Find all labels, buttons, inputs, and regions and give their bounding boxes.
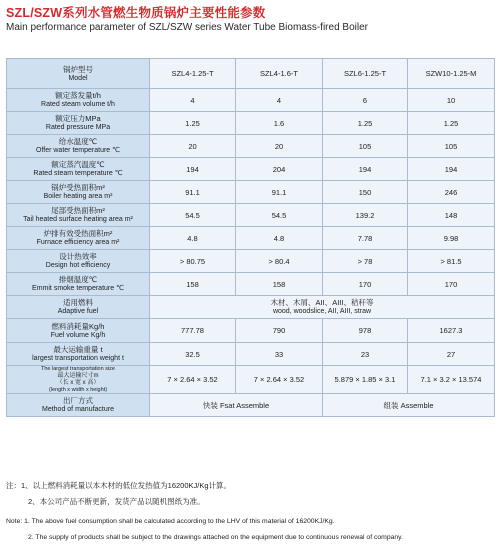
note-line: 注：1、以上燃料消耗量以本木材的低位发热值为16200KJ/Kg计算。 bbox=[6, 481, 232, 490]
row-label bbox=[7, 204, 150, 227]
row-label-en: largest transportation weight t bbox=[32, 355, 124, 362]
table-cell: 27 bbox=[408, 343, 495, 366]
row-label bbox=[7, 319, 150, 343]
table-cell: 170 bbox=[408, 273, 495, 296]
table-cell: 1.6 bbox=[236, 112, 323, 135]
model-header: SZL4-1.25-T bbox=[150, 59, 236, 89]
table-cell: 777.78 bbox=[150, 319, 236, 343]
row-label bbox=[7, 181, 150, 204]
row-label-en: Offer water temperature ℃ bbox=[36, 147, 120, 154]
table-cell: 204 bbox=[236, 158, 323, 181]
table-cell: 9.98 bbox=[408, 227, 495, 250]
table-cell: 4.8 bbox=[236, 227, 323, 250]
table-cell: > 80.4 bbox=[236, 250, 323, 273]
table-cell: 5.879 × 1.85 × 3.1 bbox=[323, 366, 408, 394]
model-header: SZW10-1.25-M bbox=[408, 59, 495, 89]
row-label bbox=[7, 296, 150, 319]
row-label-cn: 额定蒸汽温度℃ bbox=[51, 160, 105, 169]
fuel-value-en: wood, woodslice, AII, AIII, straw bbox=[272, 308, 372, 315]
row-label-en: Furnace efficiency area m² bbox=[36, 239, 120, 246]
row-label bbox=[7, 89, 150, 112]
table-row bbox=[7, 204, 495, 227]
row-label bbox=[7, 343, 150, 366]
table-cell: 7.78 bbox=[323, 227, 408, 250]
row-label-en: Rated steam volume t/h bbox=[41, 101, 115, 108]
note-line: 2. The supply of products shall be subject to the drawings attached on the equipment due to continuous renewal of company. bbox=[28, 534, 403, 541]
table-cell: > 80.75 bbox=[150, 250, 236, 273]
table-cell: 158 bbox=[236, 273, 323, 296]
row-label bbox=[7, 227, 150, 250]
row-label-cn: 适用燃料 bbox=[63, 298, 93, 307]
size-row bbox=[7, 366, 495, 394]
performance-table-wrapper bbox=[6, 58, 494, 417]
table-cell: 32.5 bbox=[150, 343, 236, 366]
row-label-cn: 燃料消耗量Kg/h bbox=[51, 321, 105, 331]
row-label bbox=[7, 273, 150, 296]
table-row bbox=[7, 273, 495, 296]
table-cell: 1.25 bbox=[150, 112, 236, 135]
table-cell: 10 bbox=[408, 89, 495, 112]
table-row bbox=[7, 158, 495, 181]
fuel-row bbox=[7, 296, 495, 319]
page-title-cn: SZL/SZW系列水管燃生物质锅炉主要性能参数 bbox=[6, 6, 266, 20]
row-label-cn: 最大运输尺寸m bbox=[57, 372, 99, 379]
row-label-en: Adaptive fuel bbox=[57, 308, 99, 315]
table-cell: > 81.5 bbox=[408, 250, 495, 273]
table-row bbox=[7, 319, 495, 343]
row-label-cn: 额定蒸发量t/h bbox=[55, 91, 101, 100]
row-label-cn: 锅炉受热面积m² bbox=[51, 183, 105, 192]
table-row bbox=[7, 112, 495, 135]
table-cell: 150 bbox=[323, 181, 408, 204]
table-cell: 139.2 bbox=[323, 204, 408, 227]
table-cell: 105 bbox=[408, 135, 495, 158]
table-cell: 158 bbox=[150, 273, 236, 296]
table-cell: 194 bbox=[323, 158, 408, 181]
table-cell: 91.1 bbox=[236, 181, 323, 204]
performance-table bbox=[6, 58, 495, 417]
table-row bbox=[7, 135, 495, 158]
model-header: SZL4-1.6-T bbox=[236, 59, 323, 89]
row-label-cn: 额定压力MPa bbox=[55, 114, 101, 123]
table-cell: 105 bbox=[323, 135, 408, 158]
header-row bbox=[7, 59, 495, 89]
table-row bbox=[7, 227, 495, 250]
table-cell: 20 bbox=[236, 135, 323, 158]
table-cell: 978 bbox=[323, 319, 408, 343]
table-cell: 194 bbox=[150, 158, 236, 181]
row-label-en: Rated steam temperature ℃ bbox=[33, 170, 123, 177]
table-cell: 20 bbox=[150, 135, 236, 158]
row-label bbox=[7, 394, 150, 417]
row-label bbox=[7, 250, 150, 273]
row-label-cn: 排烟温度℃ bbox=[58, 275, 98, 284]
table-cell: 1.25 bbox=[408, 112, 495, 135]
row-label-en: Design hot efficiency bbox=[45, 262, 111, 269]
fuel-value-cell bbox=[150, 296, 495, 319]
table-cell: 4.8 bbox=[150, 227, 236, 250]
table-cell: 170 bbox=[323, 273, 408, 296]
table-cell: 23 bbox=[323, 343, 408, 366]
table-cell: 1627.3 bbox=[408, 319, 495, 343]
row-label-en: Emmit smoke temperature ℃ bbox=[32, 285, 124, 292]
row-label-cn: 最大运输重量 t bbox=[53, 345, 103, 354]
table-row bbox=[7, 89, 495, 112]
row-label-cn: 尾部受热面积m² bbox=[51, 206, 105, 215]
page-title-en: Main performance parameter of SZL/SZW series Water Tube Biomass-fired Boiler bbox=[6, 22, 368, 33]
table-row bbox=[7, 181, 495, 204]
row-label-cn: 给水温度℃ bbox=[58, 137, 98, 146]
table-cell: 91.1 bbox=[150, 181, 236, 204]
row-label-en: Tail heated surface heating area m² bbox=[23, 216, 133, 223]
table-row bbox=[7, 250, 495, 273]
table-cell: 148 bbox=[408, 204, 495, 227]
table-cell: 33 bbox=[236, 343, 323, 366]
row-label bbox=[7, 366, 150, 394]
table-cell: 4 bbox=[236, 89, 323, 112]
row-label-en: The largest transportation size bbox=[41, 366, 115, 372]
row-label-cn: 炉排有效受热面积m² bbox=[43, 229, 113, 238]
row-label-en: Boiler heating area m² bbox=[43, 193, 113, 200]
note-line: 2、本公司产品不断更新，发货产品以随机图纸为准。 bbox=[28, 497, 205, 506]
table-cell: 194 bbox=[408, 158, 495, 181]
table-cell: > 78 bbox=[323, 250, 408, 273]
manufacture-value-right: 组装 Assemble bbox=[323, 394, 495, 417]
model-header: SZL6-1.25-T bbox=[323, 59, 408, 89]
table-row bbox=[7, 343, 495, 366]
row-label-cn-sub: （长 x 宽 x 高） bbox=[56, 379, 100, 386]
row-label bbox=[7, 135, 150, 158]
row-label-en: Rated pressure MPa bbox=[45, 124, 111, 131]
table-cell: 54.5 bbox=[150, 204, 236, 227]
table-cell: 7.1 × 3.2 × 13.574 bbox=[408, 366, 495, 394]
row-label bbox=[7, 158, 150, 181]
table-cell: 54.5 bbox=[236, 204, 323, 227]
fuel-value-cn: 木材、木屑、AII、AIII、秸秆等 bbox=[270, 298, 374, 307]
row-label-cn: 出厂方式 bbox=[63, 396, 93, 405]
row-label bbox=[7, 112, 150, 135]
table-cell: 1.25 bbox=[323, 112, 408, 135]
table-cell: 6 bbox=[323, 89, 408, 112]
table-cell: 7 × 2.64 × 3.52 bbox=[150, 366, 236, 394]
table-cell: 4 bbox=[150, 89, 236, 112]
table-cell: 246 bbox=[408, 181, 495, 204]
table-cell: 7 × 2.64 × 3.52 bbox=[236, 366, 323, 394]
model-label-cell bbox=[7, 59, 150, 89]
row-label-en-sub: (length x width x height) bbox=[48, 386, 108, 393]
row-label-en: Method of manufacture bbox=[42, 406, 114, 413]
note-line: Note: 1. The above fuel consumption shall be calculated according to the LHV of this material of 16200KJ/Kg. bbox=[6, 518, 335, 525]
table-cell: 790 bbox=[236, 319, 323, 343]
model-label-cn: 锅炉型号 bbox=[63, 64, 93, 74]
model-label-en: Model bbox=[68, 74, 88, 82]
manufacture-value-left: 快装 Fsat Assemble bbox=[150, 394, 323, 417]
manufacture-row bbox=[7, 394, 495, 417]
row-label-cn: 设计热效率 bbox=[59, 252, 97, 261]
row-label-en: Fuel volume Kg/h bbox=[50, 331, 106, 339]
